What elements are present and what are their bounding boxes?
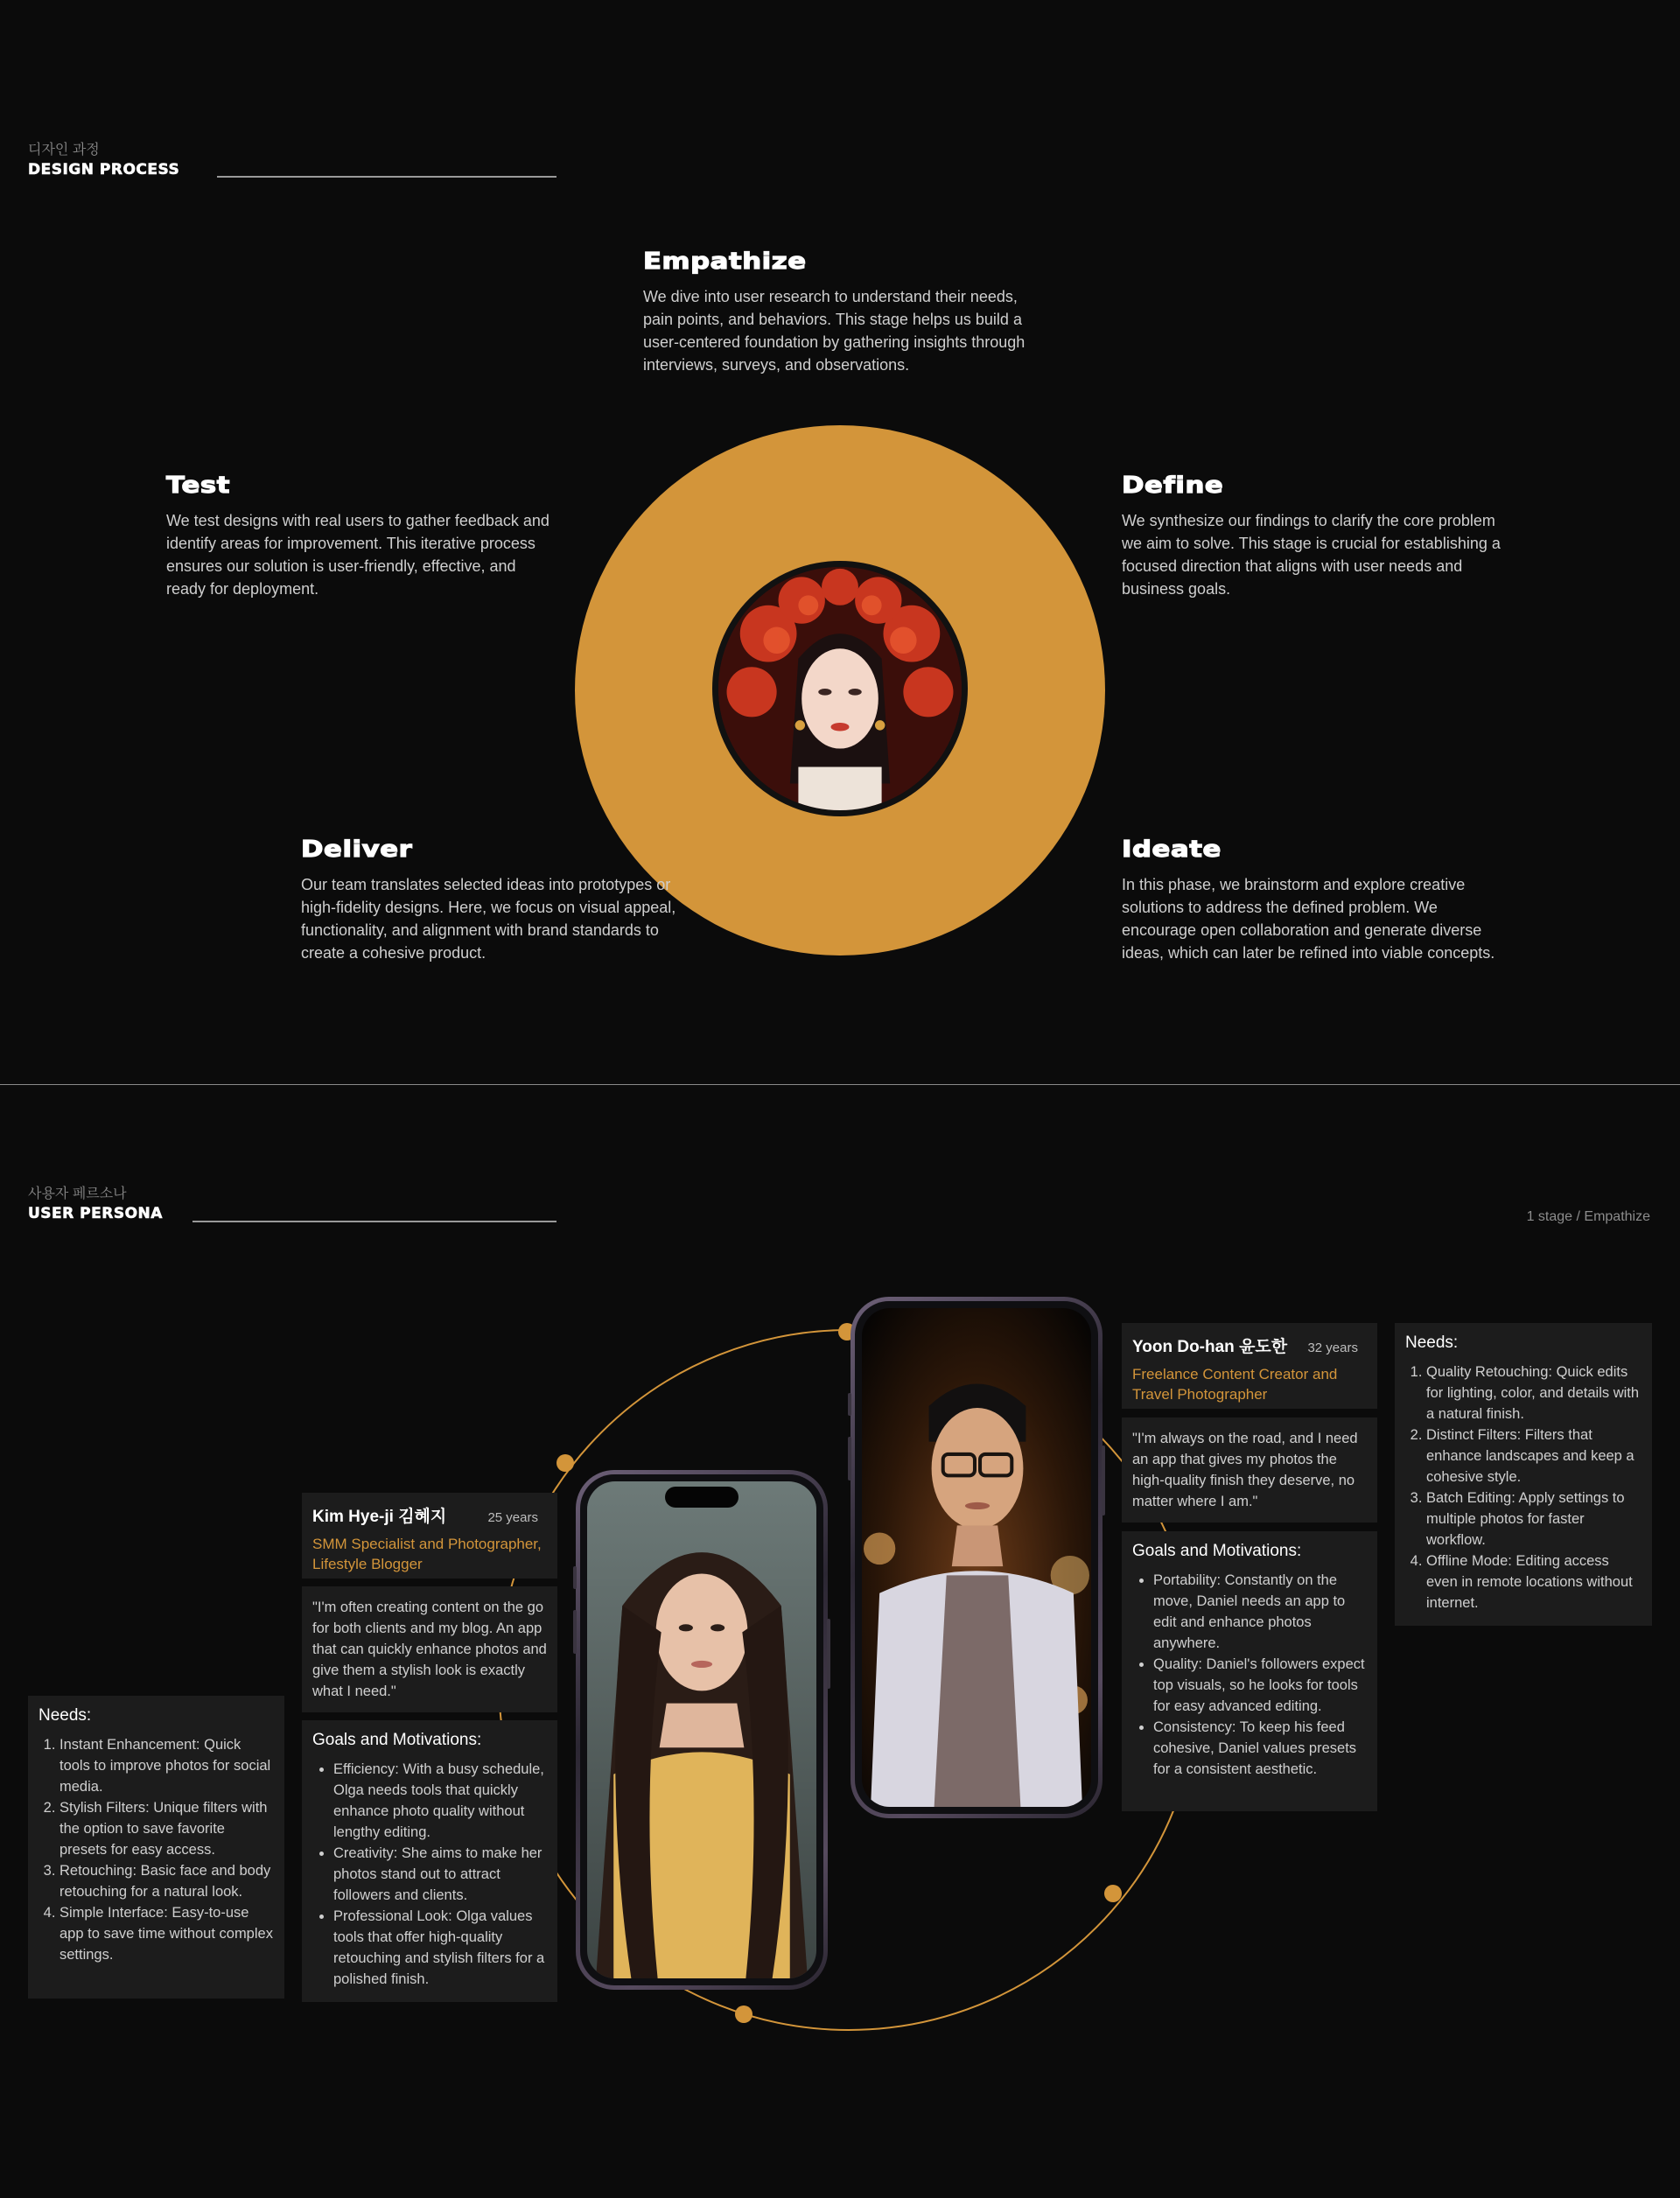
phone-side-button bbox=[827, 1619, 830, 1689]
yoon-need-item: 3. Batch Editing: Apply settings to multiple photos for faster workflow. bbox=[1426, 1488, 1642, 1550]
kim-need-item: 1. Instant Enhancement: Quick tools to improve photos for social media. bbox=[60, 1734, 274, 1797]
design-process-title: DESIGN PROCESS bbox=[28, 161, 180, 178]
front-camera bbox=[946, 1310, 1007, 1326]
yoon-needs-card bbox=[1395, 1323, 1652, 1626]
user-persona-title-underline bbox=[192, 1221, 556, 1222]
orbit-dot bbox=[556, 1454, 574, 1472]
stage-indicator: 1 stage / Empathize bbox=[1526, 1209, 1650, 1224]
yoon-name: Yoon Do-han 윤도한 bbox=[1132, 1338, 1288, 1356]
yoon-needs-heading: Needs: bbox=[1405, 1334, 1459, 1352]
kim-quote-card bbox=[302, 1586, 557, 1712]
stage-test-title: Test bbox=[166, 472, 230, 499]
stage-ideate-text: In this phase, we brainstorm and explore creative solutions to address the defined problem. We encourage open collaboration and generate diverse ideas, which can later be refined into viable concepts. bbox=[1122, 876, 1495, 962]
phone-side-button bbox=[573, 1566, 577, 1589]
kim-need-item: 3. Retouching: Basic face and body retouching for a natural look. bbox=[60, 1860, 274, 1902]
kim-need-item: 4. Simple Interface: Easy-to-use app to save time without complex settings. bbox=[60, 1902, 274, 1965]
kim-goals-heading: Goals and Motivations: bbox=[312, 1731, 482, 1749]
orbit-dot bbox=[1104, 1885, 1122, 1902]
phone-yoon bbox=[850, 1297, 1102, 1818]
stage-empathize-title: Empathize bbox=[643, 248, 807, 275]
stage-deliver-title: Deliver bbox=[301, 836, 413, 863]
yoon-need-item: 2. Distinct Filters: Filters that enhance landscapes and keep a cohesive style. bbox=[1426, 1424, 1642, 1488]
flower-crown-illustration bbox=[718, 567, 962, 810]
stage-define-text: We synthesize our findings to clarify the core problem we aim to solve. This stage is crucial for establishing a focused direction that aligns with user needs and business goals. bbox=[1122, 512, 1501, 598]
kim-needs-heading: Needs: bbox=[38, 1706, 92, 1725]
user-persona-title: USER PERSONA bbox=[28, 1205, 163, 1222]
design-process-title-underline bbox=[217, 176, 556, 178]
yoon-need-item: 1. Quality Retouching: Quick edits for lighting, color, and details with a natural finish. bbox=[1426, 1362, 1642, 1424]
yoon-goal-item: • Portability: Constantly on the move, Daniel needs an app to edit and enhance photos anywhere. bbox=[1153, 1570, 1367, 1654]
yoon-age: 32 years bbox=[1307, 1340, 1358, 1355]
design-process-label-kr: 디자인 과정 bbox=[28, 143, 100, 158]
kim-goal-item: • Professional Look: Olga values tools that offer high-quality retouching and stylish filters for a polished finish. bbox=[333, 1906, 547, 1990]
stage-test-text: We test designs with real users to gather feedback and identify areas for improvement. This iterative process ensures our solution is user-friendly, effective, and ready for deployment. bbox=[166, 512, 550, 598]
stage-define bbox=[1122, 472, 1516, 600]
kim-photo bbox=[587, 1481, 816, 1978]
phone-side-button bbox=[1102, 1446, 1105, 1516]
dynamic-island bbox=[665, 1487, 738, 1508]
yoon-quote: "I'm always on the road, and I need an app that gives my photos the high-quality finish they deserve, no matter where I am." bbox=[1132, 1431, 1358, 1509]
kim-age: 25 years bbox=[487, 1510, 538, 1525]
stage-test bbox=[166, 472, 551, 600]
kim-goal-item: • Creativity: She aims to make her photos stand out to attract followers and clients. bbox=[333, 1843, 547, 1906]
phone-side-button bbox=[848, 1393, 851, 1416]
yoon-goals-heading: Goals and Motivations: bbox=[1132, 1542, 1302, 1560]
kim-profile-card bbox=[302, 1493, 557, 1578]
phone-side-button bbox=[848, 1437, 851, 1480]
kim-need-item: 2. Stylish Filters: Unique filters with the option to save favorite presets for easy access. bbox=[60, 1797, 274, 1860]
kim-quote: "I'm often creating content on the go for both clients and my blog. An app that can quickly enhance photos and give them a stylish look is exactly what I need." bbox=[312, 1600, 547, 1699]
yoon-goal-item: • Consistency: To keep his feed cohesive, Daniel values presets for a consistent aesthetic. bbox=[1153, 1717, 1367, 1780]
yoon-photo bbox=[862, 1308, 1091, 1807]
user-persona-label-kr: 사용자 페르소나 bbox=[28, 1186, 127, 1201]
stage-deliver bbox=[301, 836, 695, 964]
stage-ideate-title: Ideate bbox=[1122, 836, 1222, 863]
section-divider bbox=[0, 1084, 1680, 1085]
yoon-goal-item: • Quality: Daniel's followers expect top visuals, so he looks for tools for easy advanced editing. bbox=[1153, 1654, 1367, 1717]
yoon-need-item: 4. Offline Mode: Editing access even in remote locations without internet. bbox=[1426, 1550, 1642, 1614]
phone-side-button bbox=[573, 1610, 577, 1654]
stage-ideate bbox=[1122, 836, 1516, 964]
orbit-dot bbox=[735, 2006, 752, 2023]
stage-empathize bbox=[643, 248, 1037, 376]
process-center-portrait bbox=[712, 561, 968, 816]
phone-kim bbox=[576, 1470, 828, 1990]
yoon-goals-card bbox=[1122, 1531, 1377, 1811]
stage-empathize-text: We dive into user research to understand their needs, pain points, and behaviors. This stage helps us build a user-centered foundation by gathering insights through interviews, surveys, and observations. bbox=[643, 288, 1026, 374]
kim-role: SMM Specialist and Photographer, Lifestyle Blogger bbox=[312, 1536, 542, 1572]
kim-needs-card bbox=[28, 1696, 284, 1998]
yoon-quote-card bbox=[1122, 1418, 1377, 1522]
yoon-profile-card bbox=[1122, 1323, 1377, 1409]
stage-define-title: Define bbox=[1122, 472, 1224, 499]
stage-deliver-text: Our team translates selected ideas into prototypes or high-fidelity designs. Here, we focus on visual appeal, functionality, and alignment with brand standards to create a cohesive product. bbox=[301, 876, 676, 962]
kim-goal-item: • Efficiency: With a busy schedule, Olga needs tools that quickly enhance photo quality without lengthy editing. bbox=[333, 1759, 547, 1843]
yoon-role: Freelance Content Creator and Travel Photographer bbox=[1132, 1366, 1338, 1403]
kim-name: Kim Hye-ji 김혜지 bbox=[312, 1508, 447, 1526]
kim-goals-card bbox=[302, 1720, 557, 2002]
